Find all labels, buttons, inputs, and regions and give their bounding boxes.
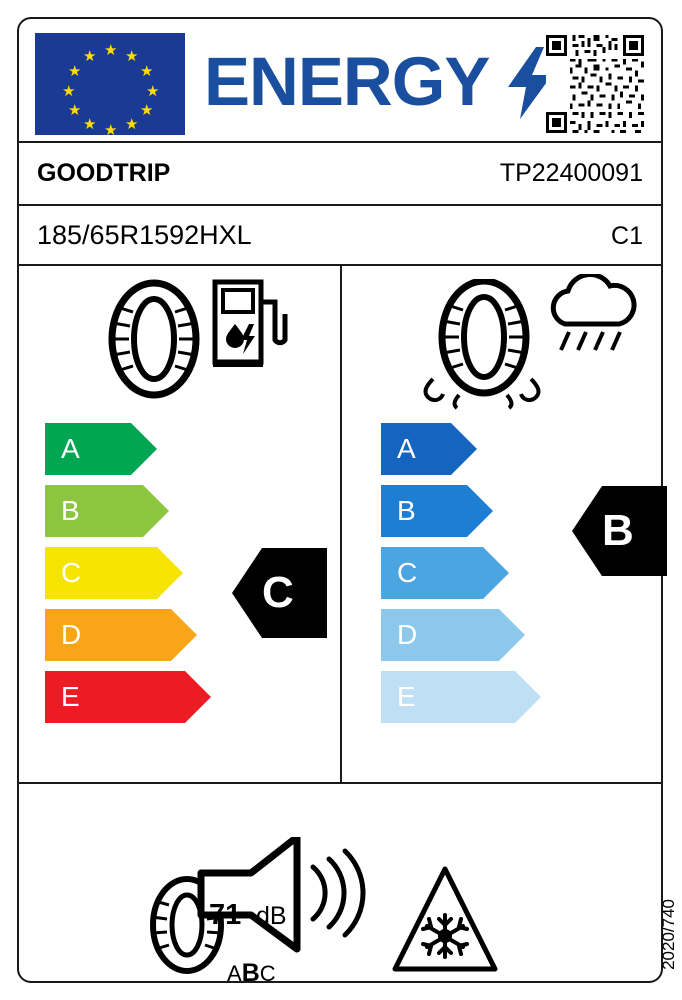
grade-row-a	[381, 423, 561, 475]
grade-row-c	[381, 547, 561, 599]
divider-brand	[19, 204, 661, 206]
grade-row-b	[45, 485, 225, 537]
energy-label-card	[17, 17, 678, 987]
grade-label: D	[397, 619, 418, 650]
loudspeaker-icon	[139, 837, 369, 977]
grade-label: D	[61, 619, 82, 650]
grade-label: B	[61, 495, 80, 526]
noise-class-scale	[227, 959, 276, 988]
wet-grip-icons	[419, 274, 649, 404]
qr-code-icon	[546, 35, 644, 133]
grade-label: E	[397, 681, 416, 712]
wet-grip-rating-value: B	[602, 506, 634, 555]
wet-grip-scale	[381, 423, 561, 733]
fuel-efficiency-icons	[89, 274, 319, 404]
tyre-class: C1	[611, 222, 643, 250]
divider-bottom	[19, 782, 661, 784]
tyre-size: 185/65R1592HXL	[37, 220, 252, 250]
eu-flag-icon: ★ ★ ★ ★ ★ ★ ★ ★ ★ ★ ★ ★	[35, 33, 185, 135]
tyre-icon	[99, 279, 209, 399]
divider-vertical	[340, 264, 342, 782]
brand-name: GOODTRIP	[37, 159, 171, 187]
noise-class-c: C	[259, 961, 276, 986]
grade-label: C	[61, 557, 82, 588]
page-title: ENERGY	[204, 43, 490, 120]
grade-row-b	[381, 485, 561, 537]
grade-label: C	[397, 557, 418, 588]
grade-label: A	[397, 433, 416, 464]
tyre-wet-icon	[419, 279, 549, 414]
fuel-rating-badge	[232, 548, 327, 638]
divider-header	[19, 141, 661, 143]
grade-row-e	[45, 671, 225, 723]
grade-row-c	[45, 547, 225, 599]
fuel-grade-scale	[45, 423, 225, 733]
grade-row-a	[45, 423, 225, 475]
grade-label: B	[397, 495, 416, 526]
grade-label: A	[61, 433, 80, 464]
fuel-pump-icon	[209, 274, 289, 374]
product-code: TP22400091	[499, 159, 643, 187]
grade-row-e	[381, 671, 561, 723]
noise-unit: dB	[256, 902, 287, 930]
noise-class-a: A	[227, 961, 242, 986]
grade-label: E	[61, 681, 80, 712]
wet-grip-rating-badge	[572, 486, 667, 576]
regulation-year: 2020/740	[659, 899, 678, 970]
noise-class-b-selected: B	[241, 959, 260, 987]
grade-row-d	[381, 609, 561, 661]
snowflake-mountain-icon	[391, 865, 499, 975]
label-header	[19, 19, 661, 141]
fuel-rating-value: C	[262, 568, 294, 617]
rain-cloud-icon	[541, 274, 641, 364]
grade-row-d	[45, 609, 225, 661]
noise-value: 71	[209, 899, 242, 931]
